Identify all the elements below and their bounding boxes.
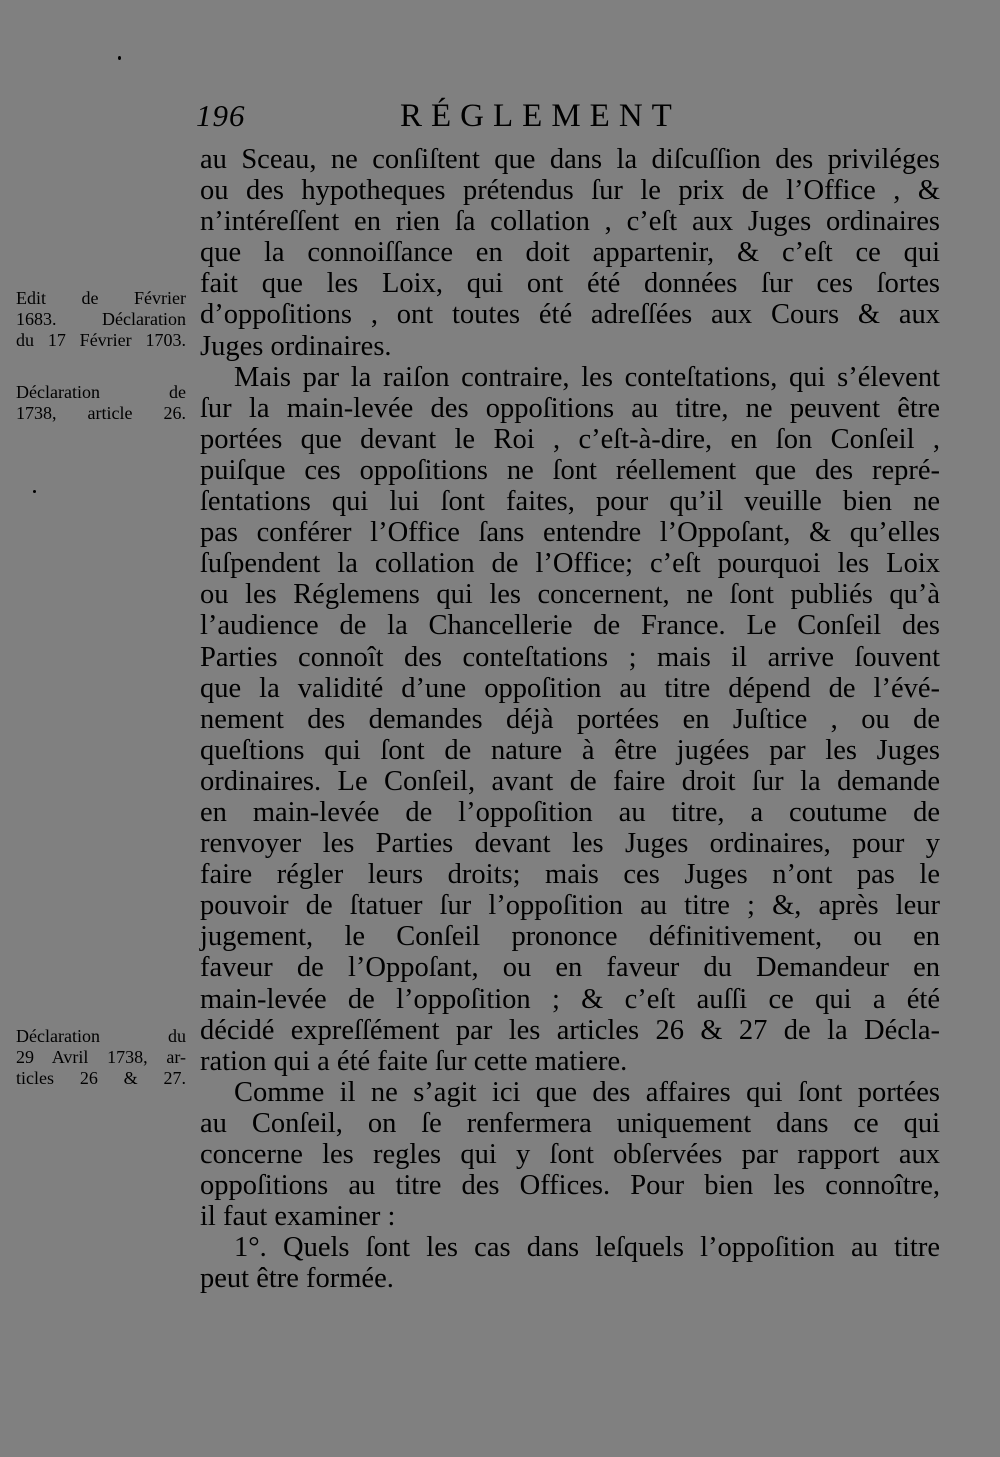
text-line: portées que devant le Roi , c’eſt-à-dire, en ſon Conſeil ,: [200, 423, 940, 455]
margin-note-declaration-1738: [16, 382, 186, 424]
text-line: ſentations qui lui ſont faites, pour qu’il veuille bien ne: [200, 486, 940, 518]
text-line: pouvoir de ſtatuer ſur l’oppoſition au titre ; &, après leur: [200, 890, 940, 922]
text-line: oppoſitions au titre des Offices. Pour bien les connoître,: [200, 1170, 940, 1202]
text-line: décidé expreſſément par les articles 26 & 27 de la Décla-: [200, 1014, 940, 1046]
text-line: Mais par la raiſon contraire, les conteſtations, qui s’élevent: [234, 361, 940, 393]
margin-note-edit-1683: [16, 288, 186, 351]
text-line: 1°. Quels ſont les cas dans leſquels l’oppoſition au titre: [234, 1232, 940, 1264]
margin-note-line: 1738, article 26.: [16, 403, 186, 423]
text-line: que la connoiſſance en doit appartenir, & c’eſt ce qui: [200, 237, 940, 269]
page-number: 196: [196, 98, 246, 133]
margin-note-line: du 17 Février 1703.: [16, 330, 186, 350]
margin-note-line: Edit de Février: [16, 288, 186, 308]
body-text: [200, 144, 940, 1294]
text-line: que la validité d’une oppoſition au titre dépend de l’évé-: [200, 672, 940, 704]
text-line: queſtions qui ſont de nature à être jugées par les Juges: [200, 734, 940, 766]
margin-note-line: 29 Avril 1738, ar-: [16, 1047, 186, 1067]
text-line: jugement, le Conſeil prononce définitivement, ou en: [200, 921, 940, 953]
text-line: il faut examiner :: [200, 1201, 396, 1233]
text-line: ordinaires. Le Conſeil, avant de faire droit ſur la demande: [200, 765, 940, 797]
text-line: n’intéreſſent en rien ſa collation , c’eſt aux Juges ordinaires: [200, 206, 940, 238]
text-line: nement des demandes déjà portées en Juſtice , ou de: [200, 703, 940, 735]
text-line: concerne les regles qui y ſont obſervées par rapport aux: [200, 1139, 940, 1170]
text-line: main-levée de l’oppoſition ; & c’eſt auſſi ce qui a été: [200, 983, 940, 1015]
text-line: faveur de l’Oppoſant, ou en faveur du Demandeur en: [200, 952, 940, 984]
text-line: l’audience de la Chancellerie de France. Le Conſeil des: [200, 610, 940, 642]
text-line: fait que les Loix, qui ont été données ſur ces ſortes: [200, 268, 940, 300]
text-line: au Conſeil, on ſe renfermera uniquement dans ce qui: [200, 1107, 940, 1139]
text-line: ſur la main-levée des oppoſitions au titre, ne peuvent être: [200, 392, 940, 424]
text-line: peut être formée.: [200, 1263, 394, 1295]
text-line: renvoyer les Parties devant les Juges ordinaires, pour y: [200, 828, 940, 860]
text-line: Juges ordinaires.: [200, 330, 392, 362]
text-line: ou les Réglemens qui les concernent, ne ſont publiés qu’à: [200, 579, 940, 611]
text-line: au Sceau, ne conſiſtent que dans la diſcuſſion des priviléges: [200, 144, 940, 175]
running-head: RÉGLEMENT: [400, 98, 681, 134]
margin-note-line: Déclaration du: [16, 1026, 186, 1046]
text-line: ſuſpendent la collation de l’Office; c’eſt pourquoi les Loix: [200, 548, 940, 580]
text-line: Parties connoît des conteſtations ; mais il arrive ſouvent: [200, 641, 940, 673]
text-line: puiſque ces oppoſitions ne ſont réellement que des repré-: [200, 454, 940, 486]
ink-speck: [118, 56, 121, 60]
text-line: en main-levée de l’oppoſition au titre, a coutume de: [200, 796, 940, 828]
margin-note-line: 1683. Déclaration: [16, 309, 186, 329]
margin-note-declaration-avril-1738: [16, 1026, 186, 1089]
text-line: pas conférer l’Office ſans entendre l’Oppoſant, & qu’elles: [200, 517, 940, 549]
ink-speck: [33, 490, 36, 493]
text-line: faire régler leurs droits; mais ces Juges n’ont pas le: [200, 859, 940, 891]
margin-note-line: ticles 26 & 27.: [16, 1068, 186, 1088]
text-line: ou des hypotheques prétendus ſur le prix de l’Office , &: [200, 175, 940, 207]
text-line: Comme il ne s’agit ici que des affaires qui ſont portées: [234, 1076, 940, 1108]
text-line: d’oppoſitions , ont toutes été adreſſées aux Cours & aux: [200, 299, 940, 331]
text-line: ration qui a été faite ſur cette matiere.: [200, 1045, 628, 1077]
margin-note-line: Déclaration de: [16, 382, 186, 402]
